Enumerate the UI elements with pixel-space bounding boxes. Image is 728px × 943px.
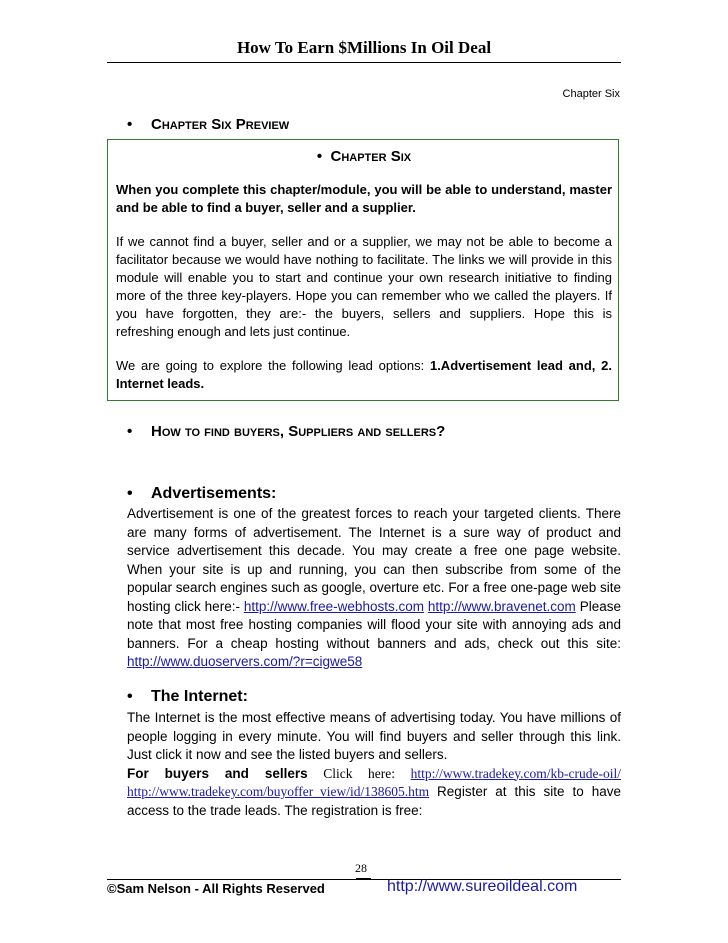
advertisements-paragraph — [127, 505, 621, 672]
ad-text-2: Please note that most free hosting companies will flood your site with annoying ads and banners. For a cheap hosting without banners and ads, check out this site: — [127, 598, 621, 651]
internet-heading-text: The Internet: — [151, 688, 248, 705]
box-paragraph-2-text: We are going to explore the following lead options: — [116, 358, 430, 373]
footer-site-link[interactable]: http://www.sureoildeal.com — [387, 878, 578, 895]
preview-heading-text: Chapter Six Preview — [151, 116, 290, 133]
section-heading-part2: , Suppliers and sellers? — [279, 423, 446, 440]
header-divider — [107, 62, 621, 63]
page-number: 28 — [355, 861, 367, 875]
page-header-title: How To Earn $Millions In Oil Deal — [236, 38, 492, 57]
box-paragraph-2 — [116, 357, 612, 393]
box-heading-text: Chapter Six — [330, 148, 412, 165]
tradekey-crude-oil-link[interactable]: http://www.tradekey.com/kb-crude-oil/ — [410, 765, 622, 781]
internet-text-4: Register at this site to have access to the trade leads. The registration is free: — [127, 784, 621, 818]
bullet-icon: • — [127, 423, 133, 440]
ad-text-1: Advertisement is one of the greatest forces to reach your targeted clients. There are many forms of advertisement. The Internet is a sure way of product and service advertisement this decade. You may create a free one page website. When your site is up and running, you can then subscribe from some of the popular search engines such as google, overture etc. For a free one-page web site hosting click here:- — [127, 506, 621, 614]
section-heading-part1: How to find buyers — [151, 423, 280, 440]
box-lead: When you complete this chapter/module, you will be able to understand, master and be able to find a buyer, seller and a supplier. — [116, 182, 612, 215]
chapter-summary-box — [107, 139, 619, 401]
advertisements-heading — [127, 485, 276, 503]
bullet-icon: • — [127, 485, 133, 502]
box-paragraph-2-bold: 1.Advertisement lead and, 2. Internet leads. — [116, 358, 612, 391]
bullet-icon: • — [127, 688, 133, 705]
internet-heading — [127, 688, 248, 706]
chapter-label: Chapter Six — [562, 88, 620, 100]
internet-text-3: Click here: — [307, 765, 411, 781]
bullet-icon: • — [127, 116, 133, 133]
duoservers-link[interactable]: http://www.duoservers.com/?r=cigwe58 — [127, 654, 363, 669]
advertisements-heading-text: Advertisements: — [151, 485, 277, 502]
preview-heading — [127, 116, 289, 133]
bravenet-link[interactable]: http://www.bravenet.com — [427, 598, 576, 614]
internet-text-2: For buyers and sellers — [127, 765, 308, 781]
internet-paragraph — [127, 709, 621, 820]
tradekey-buyoffer-link[interactable]: http://www.tradekey.com/buyoffer_view/id/138605.htm — [127, 784, 430, 799]
box-paragraph-1: If we cannot find a buyer, seller and or a supplier, we may not be able to become a facilitator because we would have nothing to facilitate. The links we will provide in this module will enable you to start and continue your own research initiative to finding more of the three key-players. Hope you can remember who we called the players. If you have forgotten, they are:- the buyers, sellers and suppliers. Hope this is refreshing enough and lets just continue. — [116, 234, 612, 339]
box-heading — [116, 148, 612, 165]
internet-text-1: The Internet is the most effective means of advertising today. You have millions of people logging in every minute. You will find buyers and seller through this link. Just click it now and see the listed buyers and sellers. — [127, 710, 621, 762]
section-heading — [127, 423, 445, 440]
copyright-notice: ©Sam Nelson - All Rights Reserved — [107, 881, 325, 896]
bullet-icon: • — [316, 148, 331, 165]
free-webhosts-link[interactable]: http://www.free-webhosts.com — [243, 598, 424, 614]
